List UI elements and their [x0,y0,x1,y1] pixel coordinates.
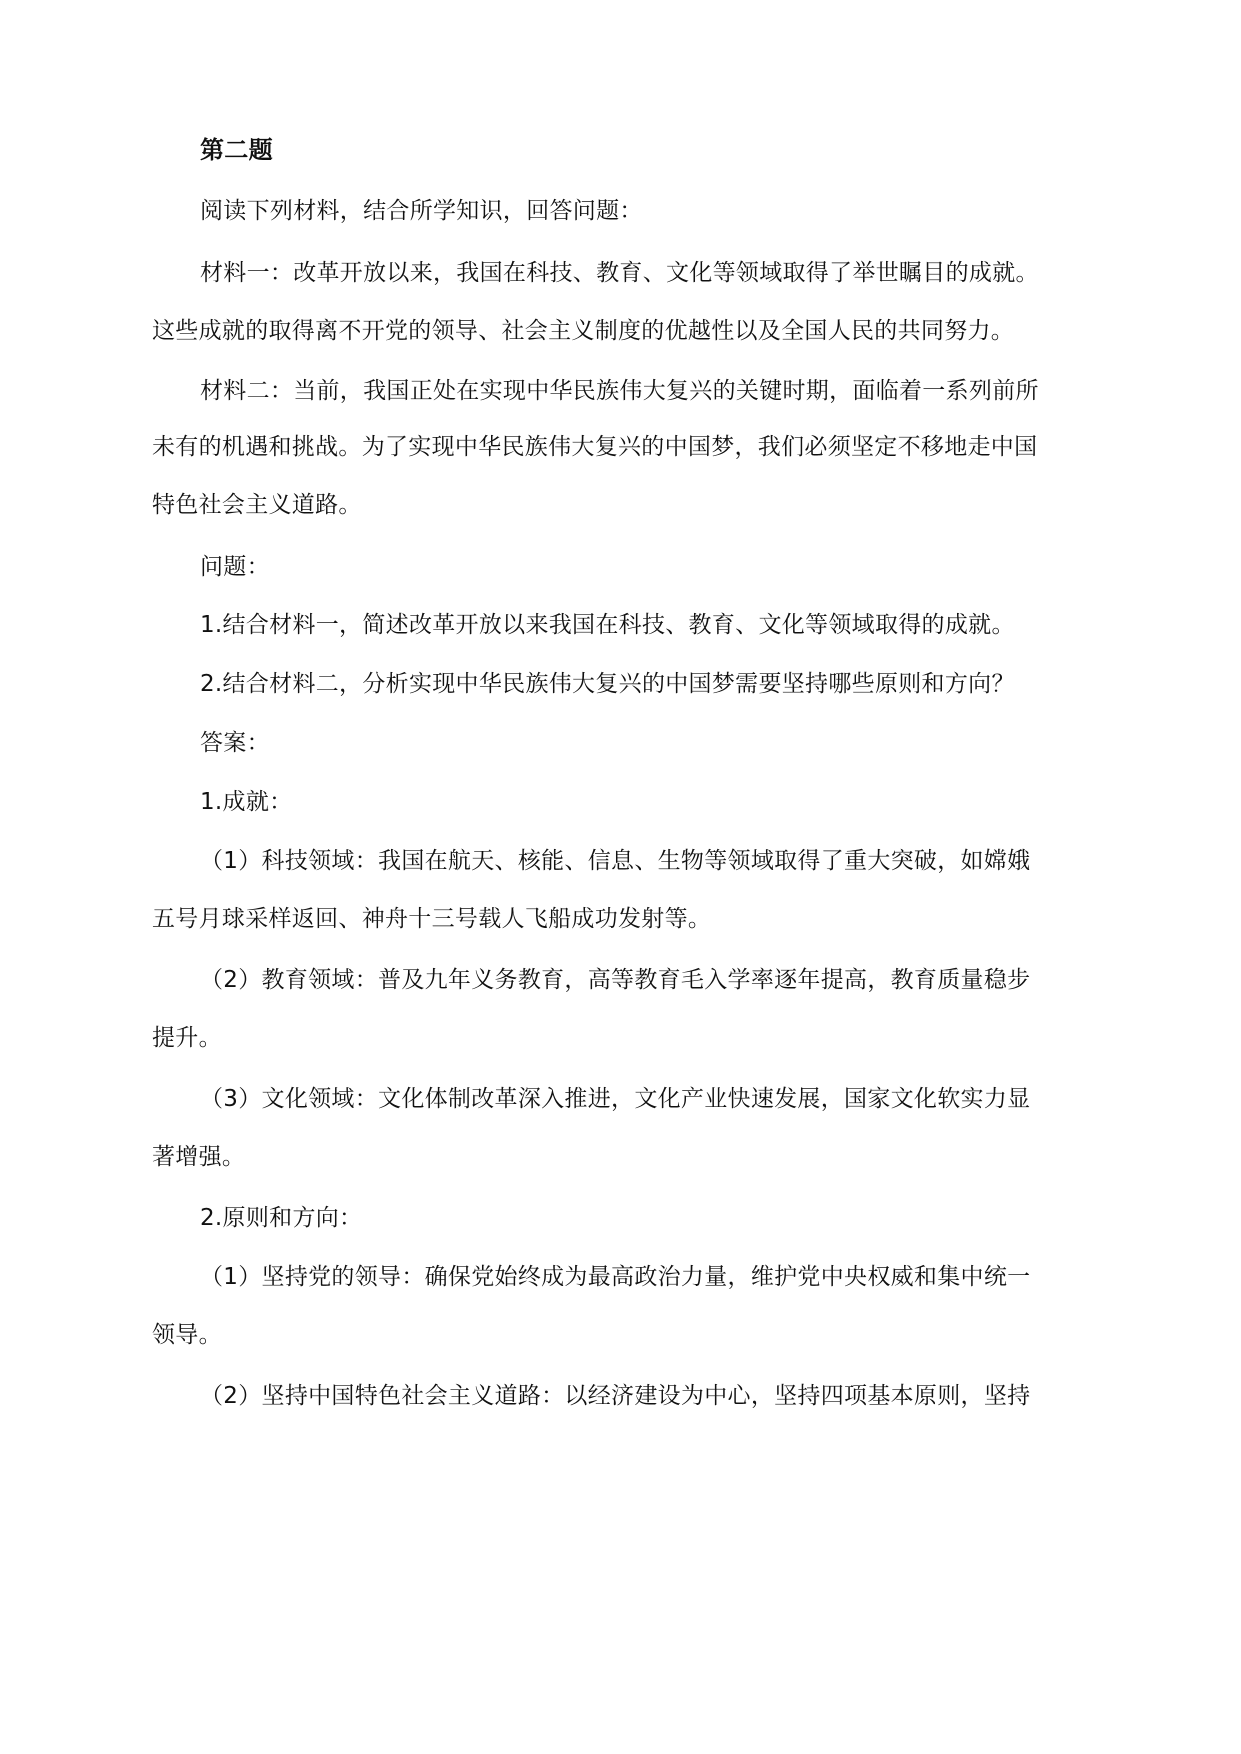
material2-line2: 未有的机遇和挑战。为了实现中华民族伟大复兴的中国梦，我们必须坚定不移地走中国 [152,434,1038,460]
questions-label: 问题： [200,554,270,580]
question-title: 第二题 [200,136,273,164]
intro-text: 阅读下列材料，结合所学知识，回答问题： [200,198,643,224]
material2-line3: 特色社会主义道路。 [152,492,362,518]
question-1: 1.结合材料一，简述改革开放以来我国在科技、教育、文化等领域取得的成就。 [200,612,1015,638]
material2-line1: 材料二：当前，我国正处在实现中华民族伟大复兴的关键时期，面临着一系列前所 [200,378,1039,404]
answer2-heading: 2.原则和方向： [200,1205,363,1231]
answer1-item2-line1: （2）教育领域：普及九年义务教育，高等教育毛入学率逐年提高，教育质量稳步 [200,967,1031,993]
answer2-item1-line2: 领导。 [152,1322,222,1348]
answer1-item3-line1: （3）文化领域：文化体制改革深入推进，文化产业快速发展，国家文化软实力显 [200,1086,1031,1112]
answer1-item1-line2: 五号月球采样返回、神舟十三号载人飞船成功发射等。 [152,906,712,932]
question-2: 2.结合材料二，分析实现中华民族伟大复兴的中国梦需要坚持哪些原则和方向？ [200,671,1015,697]
answer1-item3-line2: 著增强。 [152,1144,246,1170]
answer1-item2-line2: 提升。 [152,1025,222,1051]
material1-line2: 这些成就的取得离不开党的领导、社会主义制度的优越性以及全国人民的共同努力。 [152,318,1015,344]
material1-line1: 材料一：改革开放以来，我国在科技、教育、文化等领域取得了举世瞩目的成就。 [200,260,1039,286]
answer2-item1-line1: （1）坚持党的领导：确保党始终成为最高政治力量，维护党中央权威和集中统一 [200,1264,1031,1290]
answers-label: 答案： [200,730,270,756]
answer2-item2-line1: （2）坚持中国特色社会主义道路：以经济建设为中心，坚持四项基本原则，坚持 [200,1383,1031,1409]
answer1-item1-line1: （1）科技领域：我国在航天、核能、信息、生物等领域取得了重大突破，如嫦娥 [200,848,1031,874]
answer1-heading: 1.成就： [200,789,293,815]
